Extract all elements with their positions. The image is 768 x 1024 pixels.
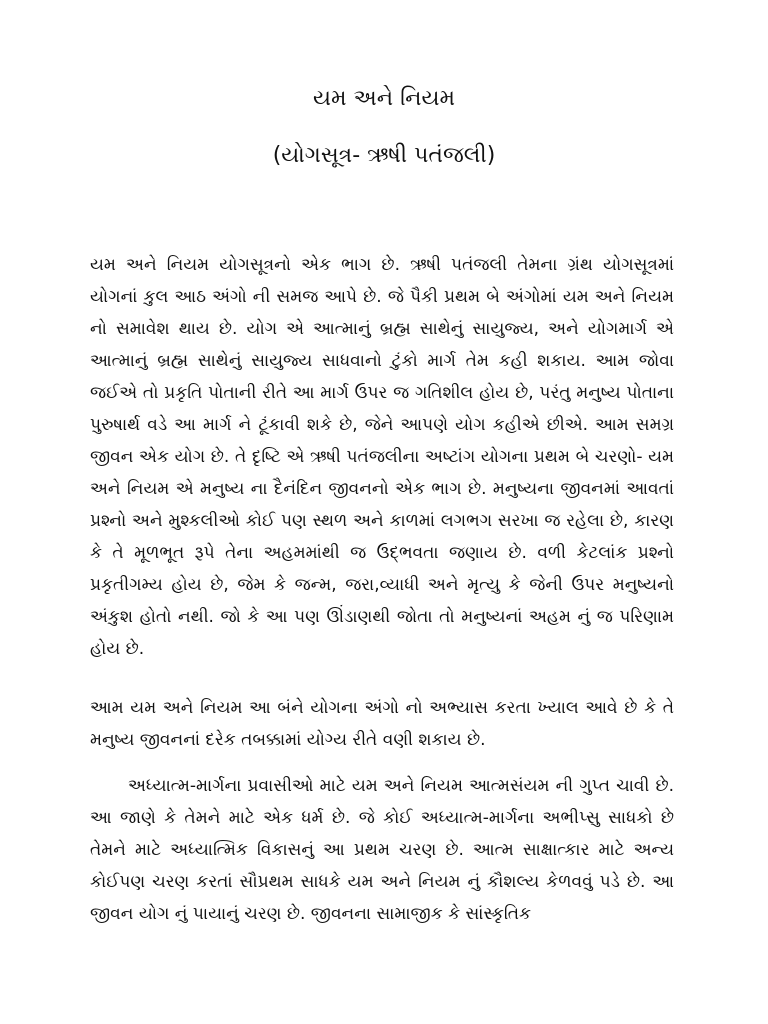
- page-title: યમ અને નિયમ: [312, 86, 456, 111]
- paragraph-summary: આમ યમ અને નિયમ આ બંને યોગના અંગો નો અભ્યાસ કરતા ખ્યાલ આવે છે કે તે મનુષ્ય જીવનનાં દરેક તબક્કામાં યોગ્ય રીતે વણી શકાય છે.: [90, 698, 674, 750]
- page-subtitle: (યોગસૂત્ર- ઋષી પતંજલી): [272, 143, 496, 168]
- paragraph-adhyatma: અધ્યાત્મ-માર્ગના પ્રવાસીઓ માટે યમ અને નિયમ આત્મસંયમ ની ગુપ્ત ચાવી છે. આ જાણે કે તેમને માટે એક ધર્મ છે. જે કોઈ અધ્યાત્મ-માર્ગના અભીપ્સુ સાધકો છે તેમને માટે અધ્યાત્મિક વિકાસનું આ પ્રથમ ચરણ છે. આત્મ સાક્ષાત્કાર માટે અન્ય કોઈપણ ચરણ કરતાં સૌપ્રથમ સાધકે યમ અને નિયમ નું કૌશલ્ય કેળવવું પડે છે. આ જીવન યોગ નું પાયાનું ચરણ છે. જીવનના સામાજીક કે સાંસ્કૃતિક: [90, 776, 674, 924]
- paragraph-intro: યમ અને નિયમ યોગસૂત્રનો એક ભાગ છે. ઋષી પતંજલી તેમના ગ્રંથ યોગસૂત્રમાં યોગનાં કુલ આઠ અંગો ની સમજ આપે છે. જે પૈકી પ્રથમ બે અંગોમાં યમ અને નિયમ નો સમાવેશ થાય છે. યોગ એ આત્માનું બ્રહ્મ સાથેનું સાયુજ્ય, અને યોગમાર્ગ એ આત્માનું બ્રહ્મ સાથેનું સાયુજ્ય સાધવાનો ટુંકો માર્ગ તેમ કહી શકાય. આમ જોવા જઈએ તો પ્રકૃતિ પોતાની રીતે આ માર્ગ ઉપર જ ગતિશીલ હોય છે, પરંતુ મનુષ્ય પોતાના પુરુષાર્થ વડે આ માર્ગ ને ટૂંકાવી શકે છે, જેને આપણે યોગ કહીએ છીએ. આમ સમગ્ર જીવન એક યોગ છે. તે દૃષ્ટિ એ ઋષી પતંજલીના અષ્ટાંગ યોગના પ્રથમ બે ચરણો- યમ અને નિયમ એ મનુષ્ય ના દૈનંદિન જીવનનો એક ભાગ છે. મનુષ્યના જીવનમાં આવતાં પ્રશ્નો અને મુશ્કલીઓ કોઈ પણ સ્થળ અને કાળમાં લગભગ સરખા જ રહેલા છે, કારણ કે તે મૂળભૂત રૂપે તેના અહમમાંથી જ ઉદ્ભવતા જણાય છે. વળી કેટલાંક પ્રશ્નો પ્રકૃતીગમ્ય હોય છે, જેમ કે જન્મ, જરા,વ્યાધી અને મૃત્યુ કે જેની ઉપર મનુષ્યનો અંકુશ હોતો નથી. જો કે આ પણ ઊંડાણથી જોતા તો મનુષ્યનાં અહમ નું જ પરિણામ હોય છે.: [90, 255, 674, 659]
